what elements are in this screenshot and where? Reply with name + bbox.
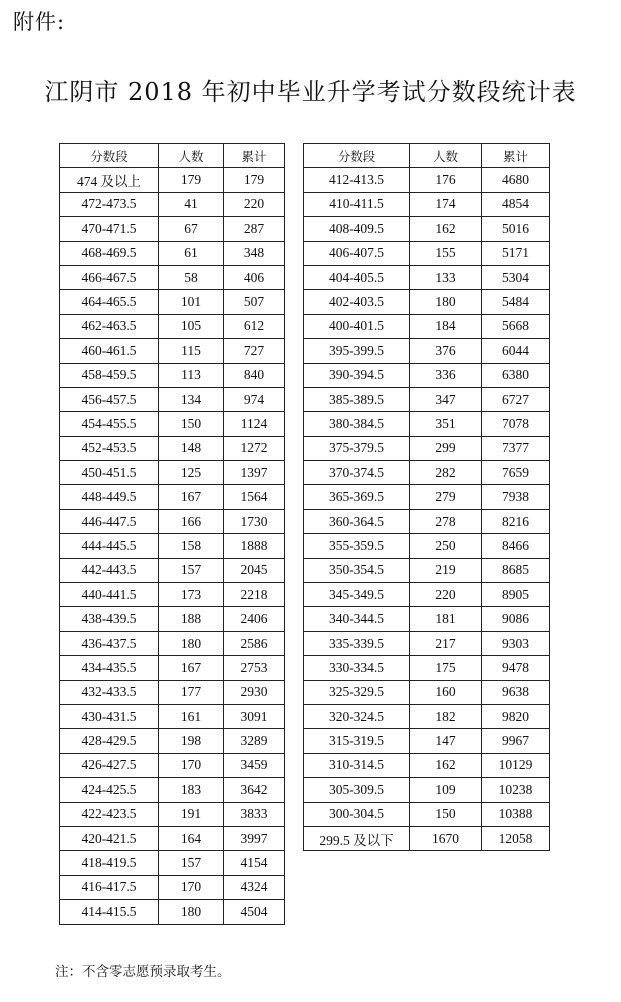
cell-count: 167 bbox=[159, 485, 224, 509]
cell-cumulative: 8216 bbox=[482, 509, 550, 533]
table-row bbox=[60, 192, 285, 216]
table-row bbox=[304, 607, 550, 631]
table-row bbox=[60, 875, 285, 899]
cell-cumulative: 10238 bbox=[482, 778, 550, 802]
cell-cumulative: 9303 bbox=[482, 631, 550, 655]
cell-count: 188 bbox=[159, 607, 224, 631]
cell-cumulative: 6380 bbox=[482, 363, 550, 387]
cell-cumulative: 8466 bbox=[482, 534, 550, 558]
table-row bbox=[60, 265, 285, 289]
cell-cumulative: 1564 bbox=[224, 485, 285, 509]
cell-count: 347 bbox=[410, 387, 482, 411]
cell-count: 125 bbox=[159, 461, 224, 485]
cell-count: 219 bbox=[410, 558, 482, 582]
table-row bbox=[60, 534, 285, 558]
table-row bbox=[304, 168, 550, 192]
cell-cumulative: 974 bbox=[224, 387, 285, 411]
cell-count: 164 bbox=[159, 826, 224, 850]
cell-count: 180 bbox=[410, 290, 482, 314]
table-header-row bbox=[60, 144, 285, 168]
cell-cumulative: 8905 bbox=[482, 583, 550, 607]
cell-range: 444-445.5 bbox=[60, 534, 159, 558]
table-row bbox=[60, 631, 285, 655]
table-row bbox=[304, 217, 550, 241]
cell-range: 436-437.5 bbox=[60, 631, 159, 655]
cell-count: 191 bbox=[159, 802, 224, 826]
cell-cumulative: 287 bbox=[224, 217, 285, 241]
cell-range: 320-324.5 bbox=[304, 704, 410, 728]
cell-range: 395-399.5 bbox=[304, 339, 410, 363]
cell-range: 442-443.5 bbox=[60, 558, 159, 582]
cell-range: 470-471.5 bbox=[60, 217, 159, 241]
header-cumulative: 累计 bbox=[482, 144, 550, 168]
cell-range: 412-413.5 bbox=[304, 168, 410, 192]
cell-range: 402-403.5 bbox=[304, 290, 410, 314]
table-row bbox=[304, 387, 550, 411]
cell-range: 390-394.5 bbox=[304, 363, 410, 387]
cell-cumulative: 2045 bbox=[224, 558, 285, 582]
cell-cumulative: 5171 bbox=[482, 241, 550, 265]
cell-cumulative: 4680 bbox=[482, 168, 550, 192]
table-row bbox=[304, 265, 550, 289]
cell-range: 464-465.5 bbox=[60, 290, 159, 314]
cell-count: 167 bbox=[159, 656, 224, 680]
table-row bbox=[60, 802, 285, 826]
cell-range: 422-423.5 bbox=[60, 802, 159, 826]
table-row bbox=[60, 461, 285, 485]
table-row bbox=[60, 314, 285, 338]
cell-cumulative: 2753 bbox=[224, 656, 285, 680]
cell-cumulative: 4324 bbox=[224, 875, 285, 899]
cell-count: 184 bbox=[410, 314, 482, 338]
table-row bbox=[304, 534, 550, 558]
page-title: 江阴市 2018 年初中毕业升学考试分数段统计表 bbox=[44, 78, 577, 106]
cell-cumulative: 5304 bbox=[482, 265, 550, 289]
cell-cumulative: 9478 bbox=[482, 656, 550, 680]
table-row bbox=[304, 241, 550, 265]
cell-count: 174 bbox=[410, 192, 482, 216]
cell-count: 134 bbox=[159, 387, 224, 411]
cell-count: 109 bbox=[410, 778, 482, 802]
cell-count: 220 bbox=[410, 583, 482, 607]
cell-count: 150 bbox=[410, 802, 482, 826]
cell-range: 345-349.5 bbox=[304, 583, 410, 607]
cell-count: 113 bbox=[159, 363, 224, 387]
cell-range: 420-421.5 bbox=[60, 826, 159, 850]
cell-count: 198 bbox=[159, 729, 224, 753]
cell-count: 180 bbox=[159, 900, 224, 924]
table-row bbox=[60, 412, 285, 436]
table-row bbox=[60, 436, 285, 460]
cell-cumulative: 2586 bbox=[224, 631, 285, 655]
header-cumulative: 累计 bbox=[224, 144, 285, 168]
cell-count: 180 bbox=[159, 631, 224, 655]
cell-count: 58 bbox=[159, 265, 224, 289]
cell-cumulative: 5668 bbox=[482, 314, 550, 338]
table-row bbox=[304, 778, 550, 802]
table-row bbox=[60, 339, 285, 363]
cell-range: 468-469.5 bbox=[60, 241, 159, 265]
cell-range: 310-314.5 bbox=[304, 753, 410, 777]
table-row bbox=[60, 680, 285, 704]
header-count: 人数 bbox=[410, 144, 482, 168]
cell-count: 1670 bbox=[410, 826, 482, 850]
cell-range: 454-455.5 bbox=[60, 412, 159, 436]
cell-range: 448-449.5 bbox=[60, 485, 159, 509]
cell-range: 370-374.5 bbox=[304, 461, 410, 485]
cell-range: 360-364.5 bbox=[304, 509, 410, 533]
cell-cumulative: 4854 bbox=[482, 192, 550, 216]
cell-range: 440-441.5 bbox=[60, 583, 159, 607]
cell-range: 458-459.5 bbox=[60, 363, 159, 387]
cell-range: 418-419.5 bbox=[60, 851, 159, 875]
cell-cumulative: 4504 bbox=[224, 900, 285, 924]
table-row bbox=[304, 485, 550, 509]
cell-count: 183 bbox=[159, 778, 224, 802]
cell-range: 462-463.5 bbox=[60, 314, 159, 338]
cell-cumulative: 9638 bbox=[482, 680, 550, 704]
cell-count: 150 bbox=[159, 412, 224, 436]
cell-cumulative: 5484 bbox=[482, 290, 550, 314]
table-row bbox=[60, 851, 285, 875]
table-row bbox=[304, 436, 550, 460]
cell-count: 158 bbox=[159, 534, 224, 558]
table-row bbox=[304, 656, 550, 680]
cell-range: 434-435.5 bbox=[60, 656, 159, 680]
cell-count: 148 bbox=[159, 436, 224, 460]
cell-cumulative: 507 bbox=[224, 290, 285, 314]
table-row bbox=[60, 826, 285, 850]
cell-count: 299 bbox=[410, 436, 482, 460]
cell-range: 408-409.5 bbox=[304, 217, 410, 241]
cell-cumulative: 2406 bbox=[224, 607, 285, 631]
table-row bbox=[60, 778, 285, 802]
cell-range: 460-461.5 bbox=[60, 339, 159, 363]
cell-cumulative: 1124 bbox=[224, 412, 285, 436]
cell-cumulative: 6727 bbox=[482, 387, 550, 411]
table-row bbox=[304, 680, 550, 704]
cell-cumulative: 7659 bbox=[482, 461, 550, 485]
table-row bbox=[304, 704, 550, 728]
cell-count: 177 bbox=[159, 680, 224, 704]
table-row bbox=[304, 802, 550, 826]
cell-count: 173 bbox=[159, 583, 224, 607]
header-range: 分数段 bbox=[60, 144, 159, 168]
cell-cumulative: 9820 bbox=[482, 704, 550, 728]
cell-cumulative: 3091 bbox=[224, 704, 285, 728]
cell-cumulative: 3642 bbox=[224, 778, 285, 802]
cell-cumulative: 1397 bbox=[224, 461, 285, 485]
cell-cumulative: 1730 bbox=[224, 509, 285, 533]
cell-cumulative: 10388 bbox=[482, 802, 550, 826]
cell-count: 175 bbox=[410, 656, 482, 680]
cell-cumulative: 4154 bbox=[224, 851, 285, 875]
cell-count: 250 bbox=[410, 534, 482, 558]
score-table-right bbox=[303, 143, 550, 851]
header-count: 人数 bbox=[159, 144, 224, 168]
cell-count: 176 bbox=[410, 168, 482, 192]
table-row bbox=[304, 192, 550, 216]
table-row bbox=[304, 826, 550, 850]
cell-cumulative: 179 bbox=[224, 168, 285, 192]
cell-range: 432-433.5 bbox=[60, 680, 159, 704]
cell-range: 404-405.5 bbox=[304, 265, 410, 289]
cell-range: 472-473.5 bbox=[60, 192, 159, 216]
cell-cumulative: 8685 bbox=[482, 558, 550, 582]
cell-range: 340-344.5 bbox=[304, 607, 410, 631]
table-row bbox=[60, 900, 285, 924]
cell-range: 305-309.5 bbox=[304, 778, 410, 802]
table-row bbox=[60, 607, 285, 631]
score-table-left bbox=[59, 143, 285, 925]
cell-count: 157 bbox=[159, 558, 224, 582]
table-row bbox=[60, 583, 285, 607]
cell-range: 466-467.5 bbox=[60, 265, 159, 289]
cell-range: 430-431.5 bbox=[60, 704, 159, 728]
cell-range: 385-389.5 bbox=[304, 387, 410, 411]
cell-count: 105 bbox=[159, 314, 224, 338]
header-range: 分数段 bbox=[304, 144, 410, 168]
cell-count: 115 bbox=[159, 339, 224, 363]
cell-count: 41 bbox=[159, 192, 224, 216]
cell-count: 179 bbox=[159, 168, 224, 192]
cell-count: 170 bbox=[159, 875, 224, 899]
cell-range: 452-453.5 bbox=[60, 436, 159, 460]
cell-cumulative: 406 bbox=[224, 265, 285, 289]
cell-count: 161 bbox=[159, 704, 224, 728]
cell-cumulative: 3997 bbox=[224, 826, 285, 850]
cell-range: 400-401.5 bbox=[304, 314, 410, 338]
cell-range: 450-451.5 bbox=[60, 461, 159, 485]
cell-count: 67 bbox=[159, 217, 224, 241]
cell-range: 410-411.5 bbox=[304, 192, 410, 216]
table-row bbox=[60, 241, 285, 265]
cell-count: 166 bbox=[159, 509, 224, 533]
cell-range: 438-439.5 bbox=[60, 607, 159, 631]
cell-range: 380-384.5 bbox=[304, 412, 410, 436]
cell-range: 428-429.5 bbox=[60, 729, 159, 753]
table-body-right bbox=[304, 168, 550, 851]
cell-count: 162 bbox=[410, 753, 482, 777]
cell-range: 446-447.5 bbox=[60, 509, 159, 533]
cell-range: 424-425.5 bbox=[60, 778, 159, 802]
table-row bbox=[304, 583, 550, 607]
cell-cumulative: 12058 bbox=[482, 826, 550, 850]
table-row bbox=[60, 753, 285, 777]
cell-cumulative: 2930 bbox=[224, 680, 285, 704]
cell-count: 376 bbox=[410, 339, 482, 363]
cell-count: 133 bbox=[410, 265, 482, 289]
table-row bbox=[60, 509, 285, 533]
cell-range: 406-407.5 bbox=[304, 241, 410, 265]
cell-cumulative: 9967 bbox=[482, 729, 550, 753]
table-header-row bbox=[304, 144, 550, 168]
table-row bbox=[60, 363, 285, 387]
cell-range: 416-417.5 bbox=[60, 875, 159, 899]
cell-cumulative: 3833 bbox=[224, 802, 285, 826]
table-row bbox=[304, 461, 550, 485]
table-row bbox=[304, 558, 550, 582]
cell-cumulative: 3289 bbox=[224, 729, 285, 753]
cell-cumulative: 6044 bbox=[482, 339, 550, 363]
table-row bbox=[60, 485, 285, 509]
cell-cumulative: 7938 bbox=[482, 485, 550, 509]
table-body-left bbox=[60, 168, 285, 924]
cell-range: 300-304.5 bbox=[304, 802, 410, 826]
cell-count: 170 bbox=[159, 753, 224, 777]
cell-range: 325-329.5 bbox=[304, 680, 410, 704]
cell-count: 351 bbox=[410, 412, 482, 436]
cell-cumulative: 3459 bbox=[224, 753, 285, 777]
cell-cumulative: 348 bbox=[224, 241, 285, 265]
table-row bbox=[304, 290, 550, 314]
table-row bbox=[60, 729, 285, 753]
cell-range: 456-457.5 bbox=[60, 387, 159, 411]
cell-cumulative: 840 bbox=[224, 363, 285, 387]
cell-cumulative: 10129 bbox=[482, 753, 550, 777]
cell-cumulative: 5016 bbox=[482, 217, 550, 241]
table-row bbox=[60, 656, 285, 680]
cell-range: 299.5 及以下 bbox=[304, 826, 410, 850]
cell-range: 426-427.5 bbox=[60, 753, 159, 777]
cell-cumulative: 7078 bbox=[482, 412, 550, 436]
cell-count: 217 bbox=[410, 631, 482, 655]
table-row bbox=[304, 339, 550, 363]
cell-range: 330-334.5 bbox=[304, 656, 410, 680]
cell-count: 336 bbox=[410, 363, 482, 387]
table-row bbox=[304, 412, 550, 436]
cell-count: 162 bbox=[410, 217, 482, 241]
cell-cumulative: 1272 bbox=[224, 436, 285, 460]
cell-range: 350-354.5 bbox=[304, 558, 410, 582]
footnote: 注：不含零志愿预录取考生。 bbox=[55, 964, 231, 980]
cell-cumulative: 7377 bbox=[482, 436, 550, 460]
cell-count: 157 bbox=[159, 851, 224, 875]
cell-cumulative: 727 bbox=[224, 339, 285, 363]
cell-count: 278 bbox=[410, 509, 482, 533]
cell-count: 182 bbox=[410, 704, 482, 728]
table-row bbox=[304, 729, 550, 753]
cell-range: 315-319.5 bbox=[304, 729, 410, 753]
attachment-label: 附件: bbox=[13, 10, 66, 34]
cell-count: 147 bbox=[410, 729, 482, 753]
table-row bbox=[60, 217, 285, 241]
cell-count: 155 bbox=[410, 241, 482, 265]
cell-range: 365-369.5 bbox=[304, 485, 410, 509]
table-row bbox=[304, 753, 550, 777]
table-row bbox=[60, 704, 285, 728]
cell-range: 414-415.5 bbox=[60, 900, 159, 924]
cell-cumulative: 2218 bbox=[224, 583, 285, 607]
cell-range: 474 及以上 bbox=[60, 168, 159, 192]
cell-cumulative: 1888 bbox=[224, 534, 285, 558]
cell-range: 335-339.5 bbox=[304, 631, 410, 655]
table-row bbox=[304, 314, 550, 338]
cell-count: 181 bbox=[410, 607, 482, 631]
cell-count: 160 bbox=[410, 680, 482, 704]
cell-count: 282 bbox=[410, 461, 482, 485]
cell-range: 355-359.5 bbox=[304, 534, 410, 558]
table-row bbox=[60, 387, 285, 411]
cell-cumulative: 612 bbox=[224, 314, 285, 338]
table-row bbox=[60, 558, 285, 582]
cell-cumulative: 220 bbox=[224, 192, 285, 216]
table-row bbox=[60, 168, 285, 192]
table-row bbox=[304, 363, 550, 387]
table-row bbox=[304, 631, 550, 655]
cell-count: 61 bbox=[159, 241, 224, 265]
cell-cumulative: 9086 bbox=[482, 607, 550, 631]
table-row bbox=[60, 290, 285, 314]
cell-count: 101 bbox=[159, 290, 224, 314]
cell-range: 375-379.5 bbox=[304, 436, 410, 460]
table-row bbox=[304, 509, 550, 533]
cell-count: 279 bbox=[410, 485, 482, 509]
